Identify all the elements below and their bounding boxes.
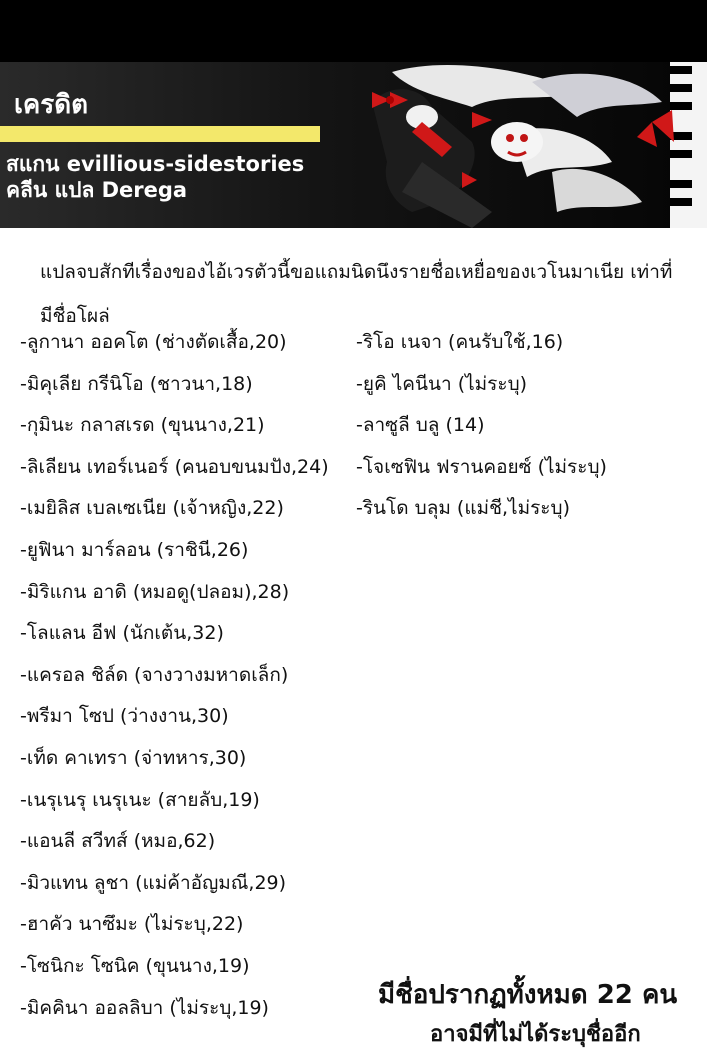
scan-credit: สแกน evillious-sidestories (6, 152, 305, 176)
list-item: -ริโอ เนจา (คนรับใช้,16) (356, 331, 564, 353)
list-item: -เมยิลิส เบลเซเนีย (เจ้าหญิง,22) (20, 497, 284, 520)
banner-title: เครดิต (14, 90, 89, 120)
list-item: -กุมินะ กลาสเรด (ขุนนาง,21) (20, 414, 265, 437)
list-item: -เนรุเนรุ เนรุเนะ (สายลับ,19) (20, 788, 260, 811)
list-item: -โจเซฟิน ฟรานคอยซ์ (ไม่ระบุ) (356, 455, 607, 478)
footer-note: อาจมีที่ไม่ได้ระบุชื่ออีก (430, 1022, 641, 1047)
translate-credit: คลีน แปล Derega (6, 178, 188, 202)
victims-list-left (20, 322, 329, 1029)
total-count-text: มีชื่อปรากฏทั้งหมด 22 คน (378, 980, 678, 1010)
list-item: -แอนลี สวีทส์ (หมอ,62) (20, 830, 216, 853)
list-item: -ยูฟินา มาร์ลอน (ราชินี,26) (20, 538, 249, 561)
character-artwork (352, 62, 707, 228)
list-item: -ลาซูลี บลู (14) (356, 414, 485, 437)
list-item: -มิวแทน ลูชา (แม่ค้าอัญมณี,29) (20, 871, 287, 894)
yellow-divider-bar (0, 126, 320, 142)
intro-text: แปลจบสักทีเรื่องของไอ้เวรตัวนี้ขอแถมนิดนึงรายชื่อเหยื่อของเวโนมาเนีย เท่าที่มีชื่อโผล่ (40, 261, 673, 327)
list-item: -พรีมา โซป (ว่างงาน,30) (20, 705, 229, 728)
list-item: -แครอล ชิล์ด (จางวางมหาดเล็ก) (20, 663, 289, 686)
top-black-strip (0, 0, 707, 62)
list-item: -มิคคินา ออลลิบา (ไม่ระบุ,19) (20, 996, 269, 1019)
list-item: -โลแลน อีฟ (นักเต้น,32) (20, 622, 224, 645)
credits-banner (0, 62, 707, 228)
victims-list-right (356, 322, 607, 530)
list-item: -ลูกานา ออคโต (ช่างตัดเสื้อ,20) (20, 331, 287, 353)
list-item: -ลิเลียน เทอร์เนอร์ (คนอบขนมปัง,24) (20, 455, 329, 478)
list-item: -โซนิกะ โซนิค (ขุนนาง,19) (20, 954, 250, 977)
list-item: -ฮาคัว นาซึมะ (ไม่ระบุ,22) (20, 913, 244, 936)
list-item: -รินโด บลุม (แม่ชี,ไม่ระบุ) (356, 497, 570, 520)
list-item: -เท็ด คาเทรา (จ่าทหาร,30) (20, 746, 247, 769)
list-item: -มิริแกน อาดิ (หมอดู(ปลอม),28) (20, 580, 290, 603)
list-item: -ยูคิ ไคนีนา (ไม่ระบุ) (356, 372, 528, 395)
piano-keys-decoration (670, 62, 707, 228)
list-item: -มิคุเลีย กรีนิโอ (ชาวนา,18) (20, 372, 253, 395)
